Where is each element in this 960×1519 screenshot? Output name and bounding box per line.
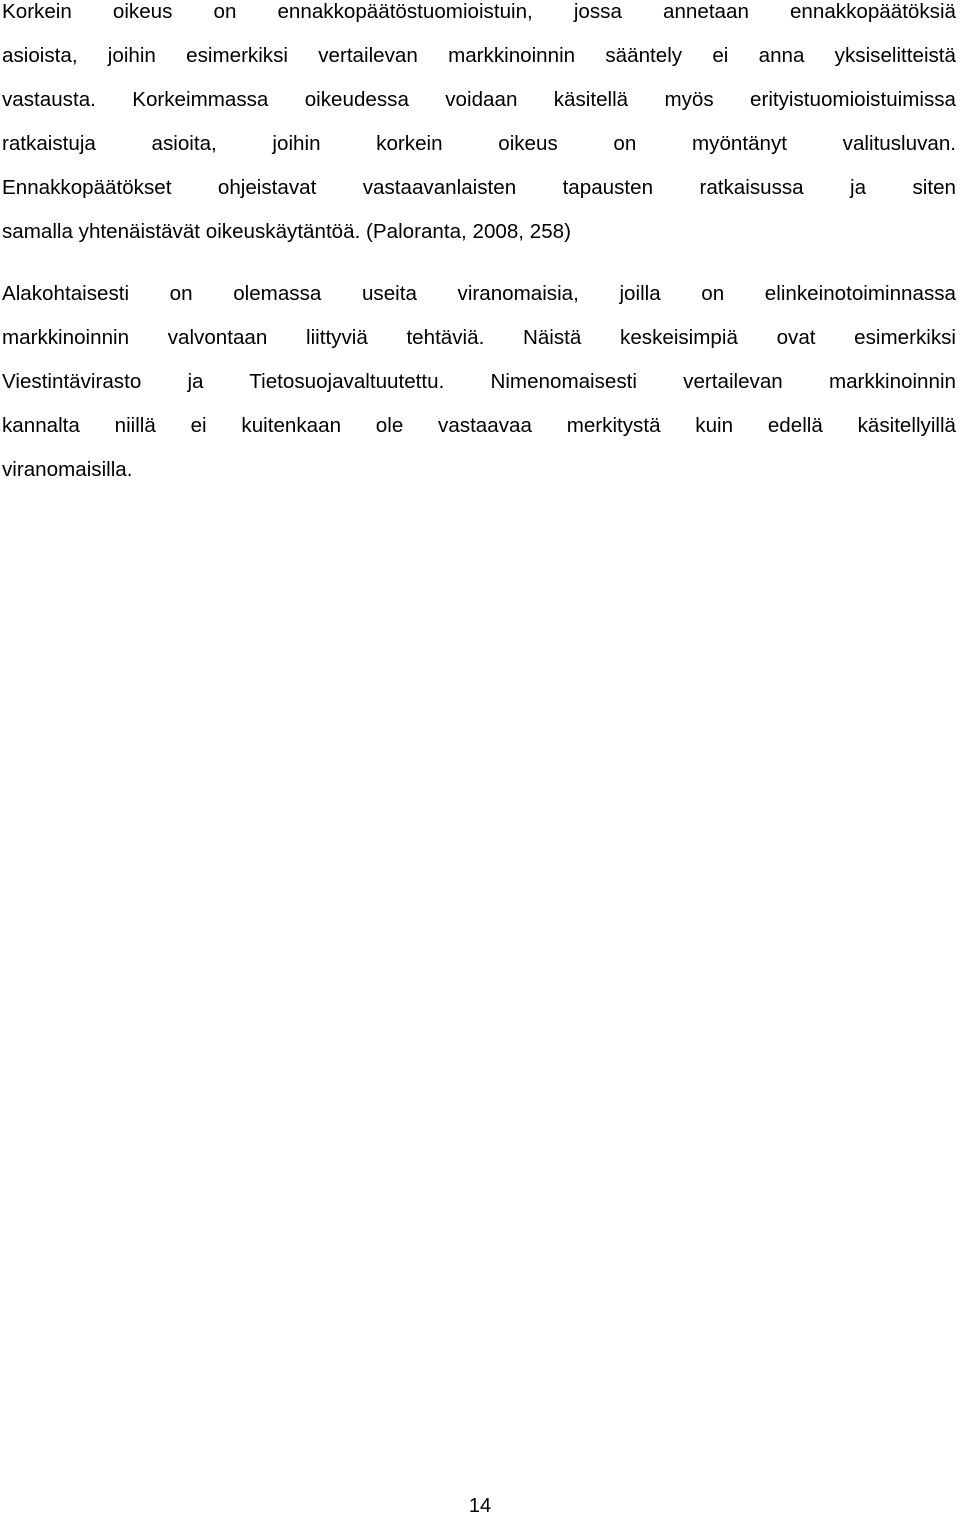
text-line: Viestintävirasto ja Tietosuojavaltuutettu. Nimenomaisesti vertailevan markkinoinnin: [2, 370, 956, 393]
text-line: asioista, joihin esimerkiksi vertailevan markkinoinnin sääntely ei anna yksiselitteistä: [2, 44, 956, 67]
page-number: 14: [468, 1495, 492, 1517]
text-line: vastausta. Korkeimmassa oikeudessa voidaan käsitellä myös erityistuomioistuimissa: [2, 88, 956, 111]
text-line: Ennakkopäätökset ohjeistavat vastaavanlaisten tapausten ratkaisussa ja siten: [2, 176, 956, 199]
text-line: markkinoinnin valvontaan liittyviä tehtäviä. Näistä keskeisimpiä ovat esimerkiksi: [2, 326, 956, 349]
paragraph-authorities: [2, 272, 956, 492]
text-line: viranomaisilla.: [2, 458, 133, 481]
text-line: kannalta niillä ei kuitenkaan ole vastaavaa merkitystä kuin edellä käsitellyillä: [2, 414, 956, 437]
text-line: Korkein oikeus on ennakkopäätöstuomioistuin, jossa annetaan ennakkopäätöksiä: [2, 0, 956, 23]
text-line: samalla yhtenäistävät oikeuskäytäntöä. (Paloranta, 2008, 258): [2, 220, 571, 243]
paragraph-supreme-court: [2, 0, 956, 254]
text-line: Alakohtaisesti on olemassa useita viranomaisia, joilla on elinkeinotoiminnassa: [2, 282, 956, 305]
text-line: ratkaistuja asioita, joihin korkein oikeus on myöntänyt valitusluvan.: [2, 132, 956, 155]
